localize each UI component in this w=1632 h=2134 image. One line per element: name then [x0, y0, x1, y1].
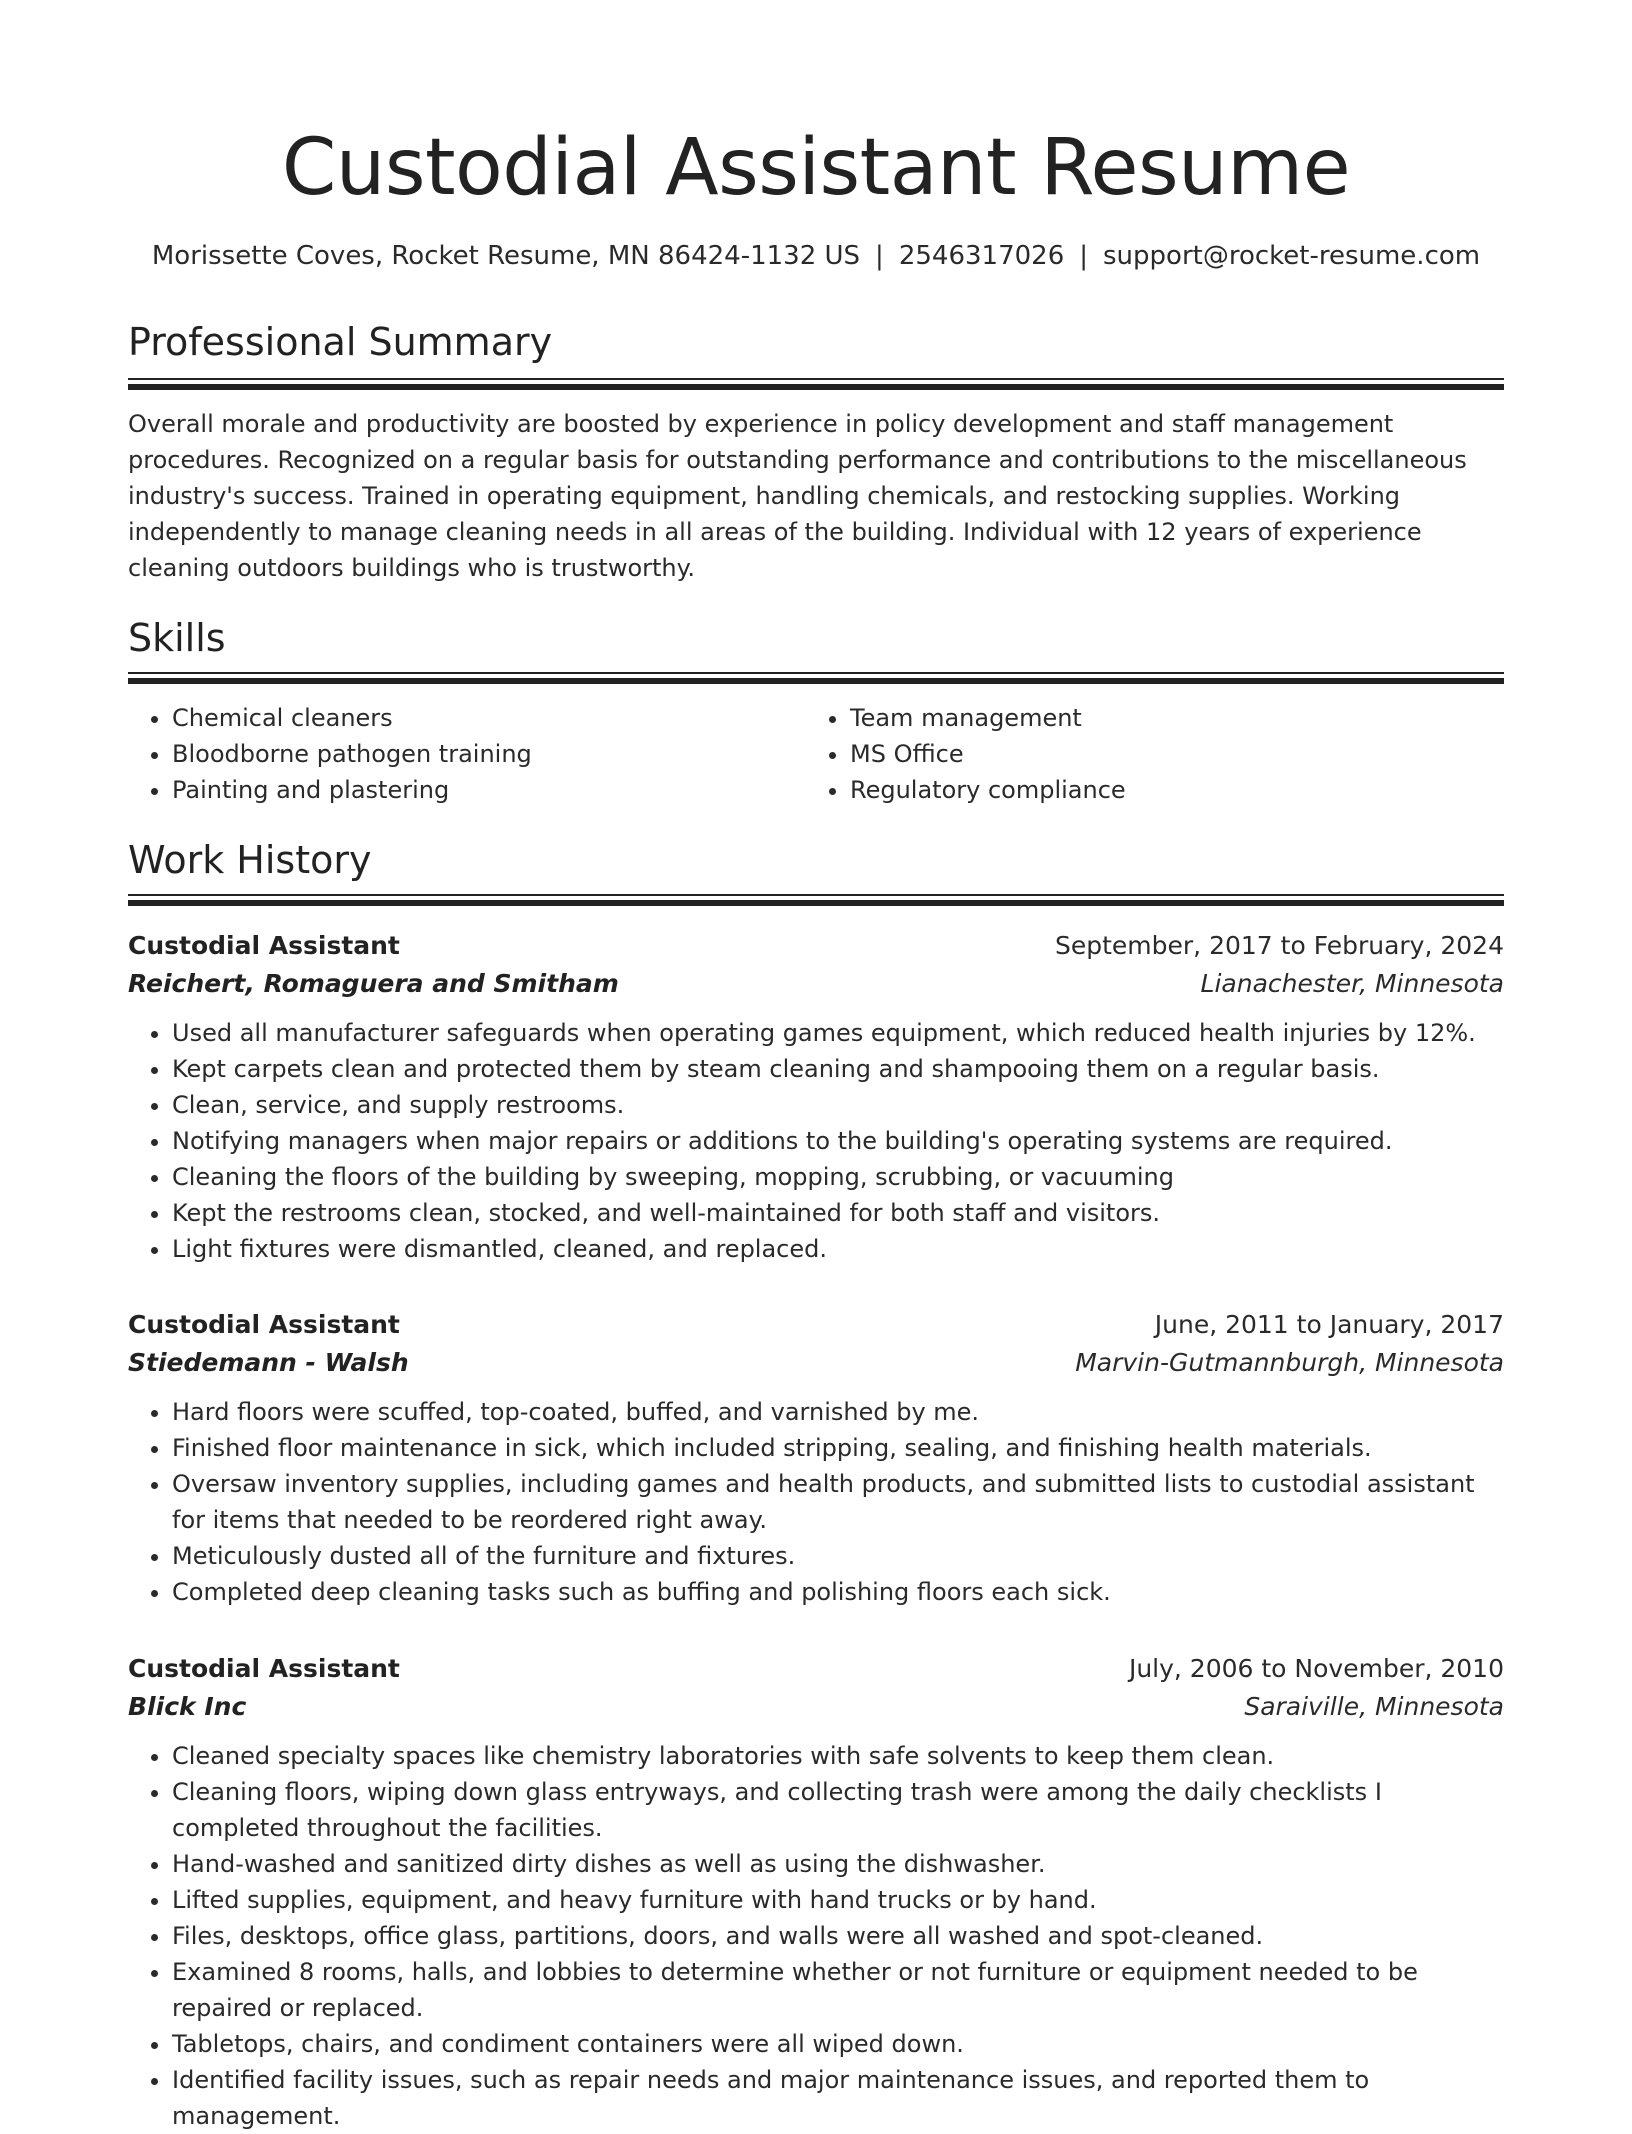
skills-heading: Skills	[128, 616, 226, 660]
summary-text: Overall morale and productivity are boosted by experience in policy development and staff management procedures. Recognized on a regular basis for outstanding performance and contributions to the miscellaneous industry's success. Trained in operating equipment, handling chemicals, and restocking supplies. Working independently to manage cleaning needs in all areas of the building. Individual with 12 years of experience cleaning outdoors buildings who is trustworthy.	[128, 410, 1467, 582]
skill-item: • Regulatory compliance	[850, 772, 1446, 808]
job-dates: September, 2017 to February, 2024	[1055, 931, 1504, 960]
job-bullet: • Cleaning the floors of the building by sweeping, mopping, scrubbing, or vacuuming	[172, 1159, 1504, 1195]
skills-divider	[128, 672, 1504, 684]
job-entry	[128, 927, 1504, 1267]
contact-separator: |	[1079, 241, 1088, 271]
job-dates: July, 2006 to November, 2010	[1128, 1654, 1504, 1683]
skill-item: • Team management	[850, 700, 1446, 736]
job-bullet: • Oversaw inventory supplies, including games and health products, and submitted lists to custodial assistant for items that needed to be reordered right away.	[172, 1466, 1504, 1538]
job-company: Stiedemann - Walsh	[128, 1348, 409, 1377]
job-bullet: • Completed deep cleaning tasks such as buffing and polishing floors each sick.	[172, 1574, 1504, 1610]
summary-divider	[128, 378, 1504, 390]
contact-phone: 2546317026	[898, 241, 1065, 271]
contact-separator: |	[875, 241, 884, 271]
job-bullet: • Clean, service, and supply restrooms.	[172, 1087, 1504, 1123]
job-title: Custodial Assistant	[128, 1654, 400, 1683]
job-bullet: • Tabletops, chairs, and condiment containers were all wiped down.	[172, 2026, 1504, 2062]
job-bullet: • Lifted supplies, equipment, and heavy furniture with hand trucks or by hand.	[172, 1882, 1504, 1918]
job-bullet: • Notifying managers when major repairs or additions to the building's operating systems are required.	[172, 1123, 1504, 1159]
job-bullet: • Cleaned specialty spaces like chemistry laboratories with safe solvents to keep them clean.	[172, 1738, 1504, 1774]
skill-item: • MS Office	[850, 736, 1446, 772]
job-bullet: • Kept carpets clean and protected them by steam cleaning and shampooing them on a regular basis.	[172, 1051, 1504, 1087]
skills-list-left	[128, 700, 768, 808]
job-title: Custodial Assistant	[128, 1310, 400, 1339]
job-bullet: • Kept the restrooms clean, stocked, and well-maintained for both staff and visitors.	[172, 1195, 1504, 1231]
skill-item: • Chemical cleaners	[172, 700, 768, 736]
work-history-heading: Work History	[128, 838, 372, 882]
job-location: Lianachester, Minnesota	[1200, 969, 1504, 998]
summary-heading: Professional Summary	[128, 320, 553, 364]
job-bullet: • Hand-washed and sanitized dirty dishes as well as using the dishwasher.	[172, 1846, 1504, 1882]
skill-item: • Painting and plastering	[172, 772, 768, 808]
job-bullet: • Meticulously dusted all of the furniture and fixtures.	[172, 1538, 1504, 1574]
job-bullet: • Used all manufacturer safeguards when operating games equipment, which reduced health injuries by 12%.	[172, 1015, 1504, 1051]
job-bullet: • Hard floors were scuffed, top-coated, buffed, and varnished by me.	[172, 1394, 1504, 1430]
contact-email: support@rocket-resume.com	[1103, 241, 1481, 271]
job-company: Reichert, Romaguera and Smitham	[128, 969, 619, 998]
contact-address: Morissette Coves, Rocket Resume, MN 86424-1132 US	[151, 241, 861, 271]
job-title: Custodial Assistant	[128, 931, 400, 960]
job-company: Blick Inc	[128, 1692, 247, 1721]
job-bullet: • Light fixtures were dismantled, cleaned, and replaced.	[172, 1231, 1504, 1267]
job-bullet: • Identified facility issues, such as repair needs and major maintenance issues, and reported them to management.	[172, 2062, 1504, 2134]
job-bullet: • Files, desktops, office glass, partitions, doors, and walls were all washed and spot-cleaned.	[172, 1918, 1504, 1954]
job-location: Marvin-Gutmannburgh, Minnesota	[1075, 1348, 1504, 1377]
resume-title: Custodial Assistant Resume	[281, 123, 1351, 213]
job-location: Saraiville, Minnesota	[1244, 1692, 1504, 1721]
job-dates: June, 2011 to January, 2017	[1154, 1310, 1504, 1339]
job-bullet: • Finished floor maintenance in sick, which included stripping, sealing, and finishing health materials.	[172, 1430, 1504, 1466]
work-history-divider	[128, 894, 1504, 906]
job-bullet: • Examined 8 rooms, halls, and lobbies to determine whether or not furniture or equipment needed to be repaired or replaced.	[172, 1954, 1504, 2026]
skill-item: • Bloodborne pathogen training	[172, 736, 768, 772]
skills-list-right	[806, 700, 1446, 808]
job-bullet: • Cleaning floors, wiping down glass entryways, and collecting trash were among the daily checklists I completed throughout the facilities.	[172, 1774, 1504, 1846]
contact-line	[0, 238, 1632, 274]
job-entry	[128, 1306, 1504, 1610]
job-entry	[128, 1650, 1504, 2134]
